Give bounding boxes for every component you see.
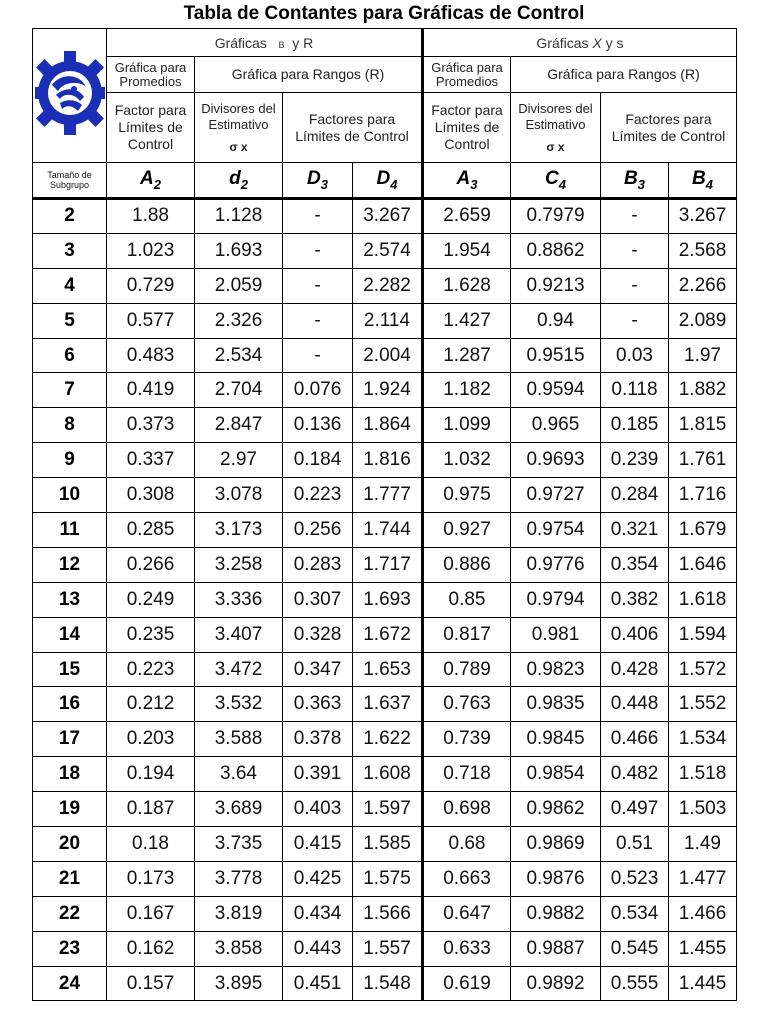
table-cell: 0.9823 (511, 652, 601, 687)
table-cell: 1.585 (353, 827, 423, 862)
table-cell: 0.284 (601, 478, 669, 513)
symbol-letter: A (456, 168, 471, 190)
table-cell: 1.628 (423, 268, 511, 303)
header-text: Promedios (119, 73, 182, 89)
symbol-header-c4 (511, 163, 601, 199)
group-header-prefix: Gráficas (536, 34, 589, 51)
table-cell: 0.466 (601, 722, 669, 757)
table-cell: 2.114 (353, 303, 423, 338)
table-cell: 0.975 (423, 478, 511, 513)
table-cell: 0.391 (283, 757, 353, 792)
table-cell: 0.266 (107, 547, 195, 582)
table-cell: 3.267 (669, 199, 737, 234)
table-cell: 0.483 (107, 338, 195, 373)
table-cell: - (283, 338, 353, 373)
symbol-subscript: 2 (240, 176, 248, 192)
header-text: Subgrupo (49, 180, 90, 190)
symbol-header-a3 (423, 163, 511, 199)
header-text: Estimativo (208, 116, 269, 132)
table-cell: 0.184 (283, 443, 353, 478)
table-cell: 0.173 (107, 861, 195, 896)
table-row (33, 513, 737, 548)
table-cell: 0.308 (107, 478, 195, 513)
header-grafica-promedios (423, 57, 511, 93)
table-cell: 1.477 (669, 861, 737, 896)
table-cell: 0.03 (601, 338, 669, 373)
symbol-letter: B (624, 168, 638, 190)
table-cell: 1.622 (353, 722, 423, 757)
subgroup-size-cell: 22 (33, 896, 107, 931)
table-cell: 2.704 (195, 373, 283, 408)
table-cell: 1.023 (107, 233, 195, 268)
header-text: Límites de Control (295, 127, 409, 144)
table-cell: 1.597 (353, 792, 423, 827)
symbol-subscript: 4 (705, 176, 713, 192)
symbol-header-d3 (283, 163, 353, 199)
table-cell: 1.646 (669, 547, 737, 582)
table-cell: 0.9892 (511, 966, 601, 1001)
table-cell: - (601, 268, 669, 303)
table-row (33, 199, 737, 234)
subgroup-size-cell: 8 (33, 408, 107, 443)
table-cell: 0.663 (423, 861, 511, 896)
table-cell: 0.497 (601, 792, 669, 827)
table-cell: 2.568 (669, 233, 737, 268)
subgroup-size-cell: 10 (33, 478, 107, 513)
table-cell: 0.981 (511, 617, 601, 652)
table-cell: 0.434 (283, 896, 353, 931)
table-cell: 1.693 (353, 582, 423, 617)
table-cell: 0.451 (283, 966, 353, 1001)
table-cell: 0.534 (601, 896, 669, 931)
table-cell: 1.572 (669, 652, 737, 687)
group-header-bar-r (107, 29, 423, 57)
table-cell: 0.425 (283, 861, 353, 896)
header-text: Control (444, 136, 490, 152)
table-cell: 1.503 (669, 792, 737, 827)
table-cell: 0.249 (107, 582, 195, 617)
table-cell: 0.443 (283, 931, 353, 966)
table-cell: 1.287 (423, 338, 511, 373)
subgroup-size-cell: 13 (33, 582, 107, 617)
table-cell: 3.173 (195, 513, 283, 548)
group-header-suffix: y s (605, 34, 624, 51)
header-divisores (195, 93, 283, 163)
subgroup-size-cell: 20 (33, 827, 107, 862)
page-title: Tabla de Contantes para Gráficas de Control (183, 3, 585, 24)
table-cell: 1.88 (107, 199, 195, 234)
table-cell: 2.059 (195, 268, 283, 303)
table-row (33, 687, 737, 722)
table-cell: - (283, 199, 353, 234)
subgroup-size-cell: 11 (33, 513, 107, 548)
table-cell: 0.203 (107, 722, 195, 757)
table-cell: 0.9594 (511, 373, 601, 408)
table-cell: 2.282 (353, 268, 423, 303)
symbol-header-b4 (669, 163, 737, 199)
subgroup-size-cell: 14 (33, 617, 107, 652)
symbol-subscript: 3 (320, 176, 328, 192)
subgroup-size-cell: 19 (33, 792, 107, 827)
table-cell: 0.321 (601, 513, 669, 548)
table-cell: 0.448 (601, 687, 669, 722)
table-cell: 0.212 (107, 687, 195, 722)
table-cell: 0.403 (283, 792, 353, 827)
table-cell: - (283, 268, 353, 303)
symbol-subscript: 2 (153, 176, 161, 192)
header-text: Límites de (434, 119, 500, 135)
table-cell: 0.415 (283, 827, 353, 862)
table-cell: 1.594 (669, 617, 737, 652)
table-cell: 1.128 (195, 199, 283, 234)
table-cell: 1.924 (353, 373, 423, 408)
subgroup-size-cell: 17 (33, 722, 107, 757)
table-cell: 0.157 (107, 966, 195, 1001)
table-cell: 3.472 (195, 652, 283, 687)
table-cell: 0.523 (601, 861, 669, 896)
sigma-symbol: σ x (229, 139, 248, 154)
gear-logo-icon (35, 29, 105, 157)
table-cell: 1.608 (353, 757, 423, 792)
table-cell: 3.407 (195, 617, 283, 652)
table-cell: 0.354 (601, 547, 669, 582)
table-cell: 0.256 (283, 513, 353, 548)
header-grafica-rangos: Gráfica para Rangos (R) (195, 57, 423, 93)
table-cell: 0.619 (423, 966, 511, 1001)
table-cell: 0.9869 (511, 827, 601, 862)
table-cell: 1.466 (669, 896, 737, 931)
table-cell: - (601, 199, 669, 234)
table-cell: 0.9213 (511, 268, 601, 303)
table-cell: 0.9882 (511, 896, 601, 931)
table-cell: - (601, 303, 669, 338)
table-row (33, 582, 737, 617)
table-row (33, 338, 737, 373)
subgroup-size-cell: 23 (33, 931, 107, 966)
table-cell: 1.777 (353, 478, 423, 513)
table-cell: 0.9854 (511, 757, 601, 792)
table-cell: 0.185 (601, 408, 669, 443)
table-cell: 0.647 (423, 896, 511, 931)
table-row (33, 966, 737, 1001)
table-cell: 1.816 (353, 443, 423, 478)
subgroup-size-cell: 21 (33, 861, 107, 896)
symbol-letter: C (545, 168, 559, 190)
table-cell: 3.336 (195, 582, 283, 617)
table-cell: 0.223 (107, 652, 195, 687)
table-cell: 0.187 (107, 792, 195, 827)
table-cell: 3.858 (195, 931, 283, 966)
table-cell: 2.326 (195, 303, 283, 338)
symbol-subscript: 3 (637, 176, 645, 192)
table-cell: 1.552 (669, 687, 737, 722)
header-grafica-promedios (107, 57, 195, 93)
table-row (33, 303, 737, 338)
symbol-header-b3 (601, 163, 669, 199)
table-cell: 1.557 (353, 931, 423, 966)
table-cell: 0.789 (423, 652, 511, 687)
table-cell: 1.882 (669, 373, 737, 408)
table-cell: 2.97 (195, 443, 283, 478)
group-header-x: X (592, 34, 602, 51)
symbol-letter: d (229, 168, 241, 190)
table-cell: 1.455 (669, 931, 737, 966)
subgroup-size-cell: 4 (33, 268, 107, 303)
table-cell: 0.9776 (511, 547, 601, 582)
symbol-header-d2 (195, 163, 283, 199)
table-cell: 2.574 (353, 233, 423, 268)
table-row (33, 652, 737, 687)
table-cell: 0.555 (601, 966, 669, 1001)
table-cell: 0.283 (283, 547, 353, 582)
subgroup-size-cell: 18 (33, 757, 107, 792)
table-cell: 0.235 (107, 617, 195, 652)
table-cell: 1.744 (353, 513, 423, 548)
table-cell: - (283, 233, 353, 268)
table-cell: 1.815 (669, 408, 737, 443)
table-cell: 0.7979 (511, 199, 601, 234)
table-cell: - (601, 233, 669, 268)
table-cell: 0.51 (601, 827, 669, 862)
table-cell: 0.9835 (511, 687, 601, 722)
table-row (33, 547, 737, 582)
table-cell: 0.419 (107, 373, 195, 408)
header-factores-limites (601, 93, 737, 163)
symbol-subscript: 3 (470, 176, 478, 192)
table-row (33, 478, 737, 513)
table-cell: - (283, 303, 353, 338)
subgroup-size-cell: 7 (33, 373, 107, 408)
sigma-symbol: σ x (546, 139, 565, 154)
subgroup-size-cell: 24 (33, 966, 107, 1001)
header-text: Gráfica para (114, 59, 187, 75)
table-cell: 3.819 (195, 896, 283, 931)
subgroup-size-cell: 16 (33, 687, 107, 722)
table-cell: 0.577 (107, 303, 195, 338)
table-cell: 0.9754 (511, 513, 601, 548)
table-cell: 0.763 (423, 687, 511, 722)
table-row (33, 896, 737, 931)
table-cell: 0.223 (283, 478, 353, 513)
table-cell: 0.9887 (511, 931, 601, 966)
symbol-letter: D (376, 168, 391, 190)
group-header-small: B (278, 39, 285, 50)
subgroup-size-cell: 12 (33, 547, 107, 582)
header-text: Límites de (118, 119, 183, 135)
table-cell: 3.689 (195, 792, 283, 827)
table-cell: 0.076 (283, 373, 353, 408)
subgroup-size-cell: 2 (33, 199, 107, 234)
header-text: Promedios (435, 73, 499, 89)
table-cell: 1.618 (669, 582, 737, 617)
table-cell: 0.378 (283, 722, 353, 757)
table-cell: 0.85 (423, 582, 511, 617)
table-cell: 0.739 (423, 722, 511, 757)
table-cell: 2.004 (353, 338, 423, 373)
table-cell: 1.032 (423, 443, 511, 478)
table-cell: 1.679 (669, 513, 737, 548)
table-cell: 3.64 (195, 757, 283, 792)
symbol-subscript: 4 (558, 176, 566, 192)
table-cell: 1.693 (195, 233, 283, 268)
table-cell: 0.9794 (511, 582, 601, 617)
table-row (33, 408, 737, 443)
header-text: Estimativo (525, 116, 586, 132)
table-cell: 0.94 (511, 303, 601, 338)
table-row (33, 861, 737, 896)
table-cell: 1.954 (423, 233, 511, 268)
table-cell: 1.575 (353, 861, 423, 896)
table-row (33, 233, 737, 268)
symbol-subscript: 4 (390, 176, 398, 192)
table-cell: 3.078 (195, 478, 283, 513)
header-tamano-subgrupo (33, 163, 107, 199)
table-cell: 3.532 (195, 687, 283, 722)
table-cell: 3.735 (195, 827, 283, 862)
subgroup-size-cell: 5 (33, 303, 107, 338)
table-cell: 0.482 (601, 757, 669, 792)
table-cell: 0.9845 (511, 722, 601, 757)
table-cell: 0.9515 (511, 338, 601, 373)
header-text: Tamaño de (47, 170, 92, 180)
table-cell: 1.427 (423, 303, 511, 338)
table-cell: 0.9876 (511, 861, 601, 896)
table-row (33, 268, 737, 303)
table-cell: 0.428 (601, 652, 669, 687)
header-text: Divisores del (518, 100, 593, 116)
table-cell: 0.18 (107, 827, 195, 862)
header-factor-limites (107, 93, 195, 163)
table-cell: 2.847 (195, 408, 283, 443)
table-cell: 1.445 (669, 966, 737, 1001)
table-cell: 1.864 (353, 408, 423, 443)
table-cell: 0.9862 (511, 792, 601, 827)
subgroup-size-cell: 6 (33, 338, 107, 373)
table-cell: 2.266 (669, 268, 737, 303)
table-cell: 0.9693 (511, 443, 601, 478)
header-divisores (511, 93, 601, 163)
table-cell: 0.633 (423, 931, 511, 966)
table-cell: 0.307 (283, 582, 353, 617)
table-cell: 0.162 (107, 931, 195, 966)
subgroup-size-cell: 9 (33, 443, 107, 478)
group-header-suffix: y R (292, 34, 314, 51)
table-cell: 1.672 (353, 617, 423, 652)
table-cell: 1.49 (669, 827, 737, 862)
table-cell: 2.659 (423, 199, 511, 234)
symbol-header-d4 (353, 163, 423, 199)
table-cell: 0.68 (423, 827, 511, 862)
table-cell: 0.136 (283, 408, 353, 443)
subgroup-size-cell: 3 (33, 233, 107, 268)
table-cell: 0.239 (601, 443, 669, 478)
table-cell: 1.534 (669, 722, 737, 757)
table-cell: 1.548 (353, 966, 423, 1001)
header-grafica-rangos: Gráfica para Rangos (R) (511, 57, 737, 93)
table-cell: 0.337 (107, 443, 195, 478)
table-cell: 3.895 (195, 966, 283, 1001)
table-cell: 2.534 (195, 338, 283, 373)
table-cell: 0.545 (601, 931, 669, 966)
table-cell: 3.778 (195, 861, 283, 896)
table-cell: 3.267 (353, 199, 423, 234)
constants-table (32, 28, 737, 1001)
symbol-header-a2 (107, 163, 195, 199)
subgroup-size-cell: 15 (33, 652, 107, 687)
table-cell: 2.089 (669, 303, 737, 338)
table-cell: 0.9727 (511, 478, 601, 513)
table-row (33, 792, 737, 827)
header-factores-limites (283, 93, 423, 163)
table-cell: 0.886 (423, 547, 511, 582)
table-cell: 1.717 (353, 547, 423, 582)
table-cell: 1.182 (423, 373, 511, 408)
table-cell: 0.817 (423, 617, 511, 652)
table-cell: 3.258 (195, 547, 283, 582)
table-cell: 0.328 (283, 617, 353, 652)
header-text: Control (127, 136, 174, 152)
header-text: Factor para (431, 102, 503, 118)
table-cell: 0.194 (107, 757, 195, 792)
header-text: Factor para (114, 102, 187, 118)
table-row (33, 931, 737, 966)
table-cell: 1.637 (353, 687, 423, 722)
table-cell: 0.965 (511, 408, 601, 443)
table-cell: 1.761 (669, 443, 737, 478)
table-row (33, 757, 737, 792)
table-row (33, 827, 737, 862)
table-row (33, 722, 737, 757)
table-cell: 1.566 (353, 896, 423, 931)
table-cell: 0.8862 (511, 233, 601, 268)
group-header-x-s (423, 29, 737, 57)
table-cell: 0.373 (107, 408, 195, 443)
table-row (33, 373, 737, 408)
symbol-letter: D (307, 168, 321, 190)
header-text: Factores para (625, 110, 712, 127)
table-cell: 0.285 (107, 513, 195, 548)
table-cell: 1.653 (353, 652, 423, 687)
header-text: Gráfica para (431, 59, 503, 75)
table-cell: 0.347 (283, 652, 353, 687)
table-cell: 0.406 (601, 617, 669, 652)
header-text: Factores para (308, 110, 396, 127)
table-cell: 1.518 (669, 757, 737, 792)
table-cell: 0.927 (423, 513, 511, 548)
symbol-letter: B (692, 168, 706, 190)
header-text: Límites de Control (611, 127, 726, 144)
table-cell: 1.099 (423, 408, 511, 443)
table-cell: 1.716 (669, 478, 737, 513)
table-cell: 0.729 (107, 268, 195, 303)
table-cell: 0.718 (423, 757, 511, 792)
logo-cell (33, 29, 107, 163)
header-factor-limites (423, 93, 511, 163)
table-row (33, 617, 737, 652)
group-header-prefix: Gráficas (214, 34, 267, 51)
table-cell: 0.382 (601, 582, 669, 617)
table-cell: 0.118 (601, 373, 669, 408)
table-cell: 0.167 (107, 896, 195, 931)
table-row (33, 443, 737, 478)
table-cell: 3.588 (195, 722, 283, 757)
table-cell: 1.97 (669, 338, 737, 373)
symbol-letter: A (140, 168, 154, 190)
table-cell: 0.363 (283, 687, 353, 722)
table-cell: 0.698 (423, 792, 511, 827)
header-text: Divisores del (201, 100, 276, 116)
